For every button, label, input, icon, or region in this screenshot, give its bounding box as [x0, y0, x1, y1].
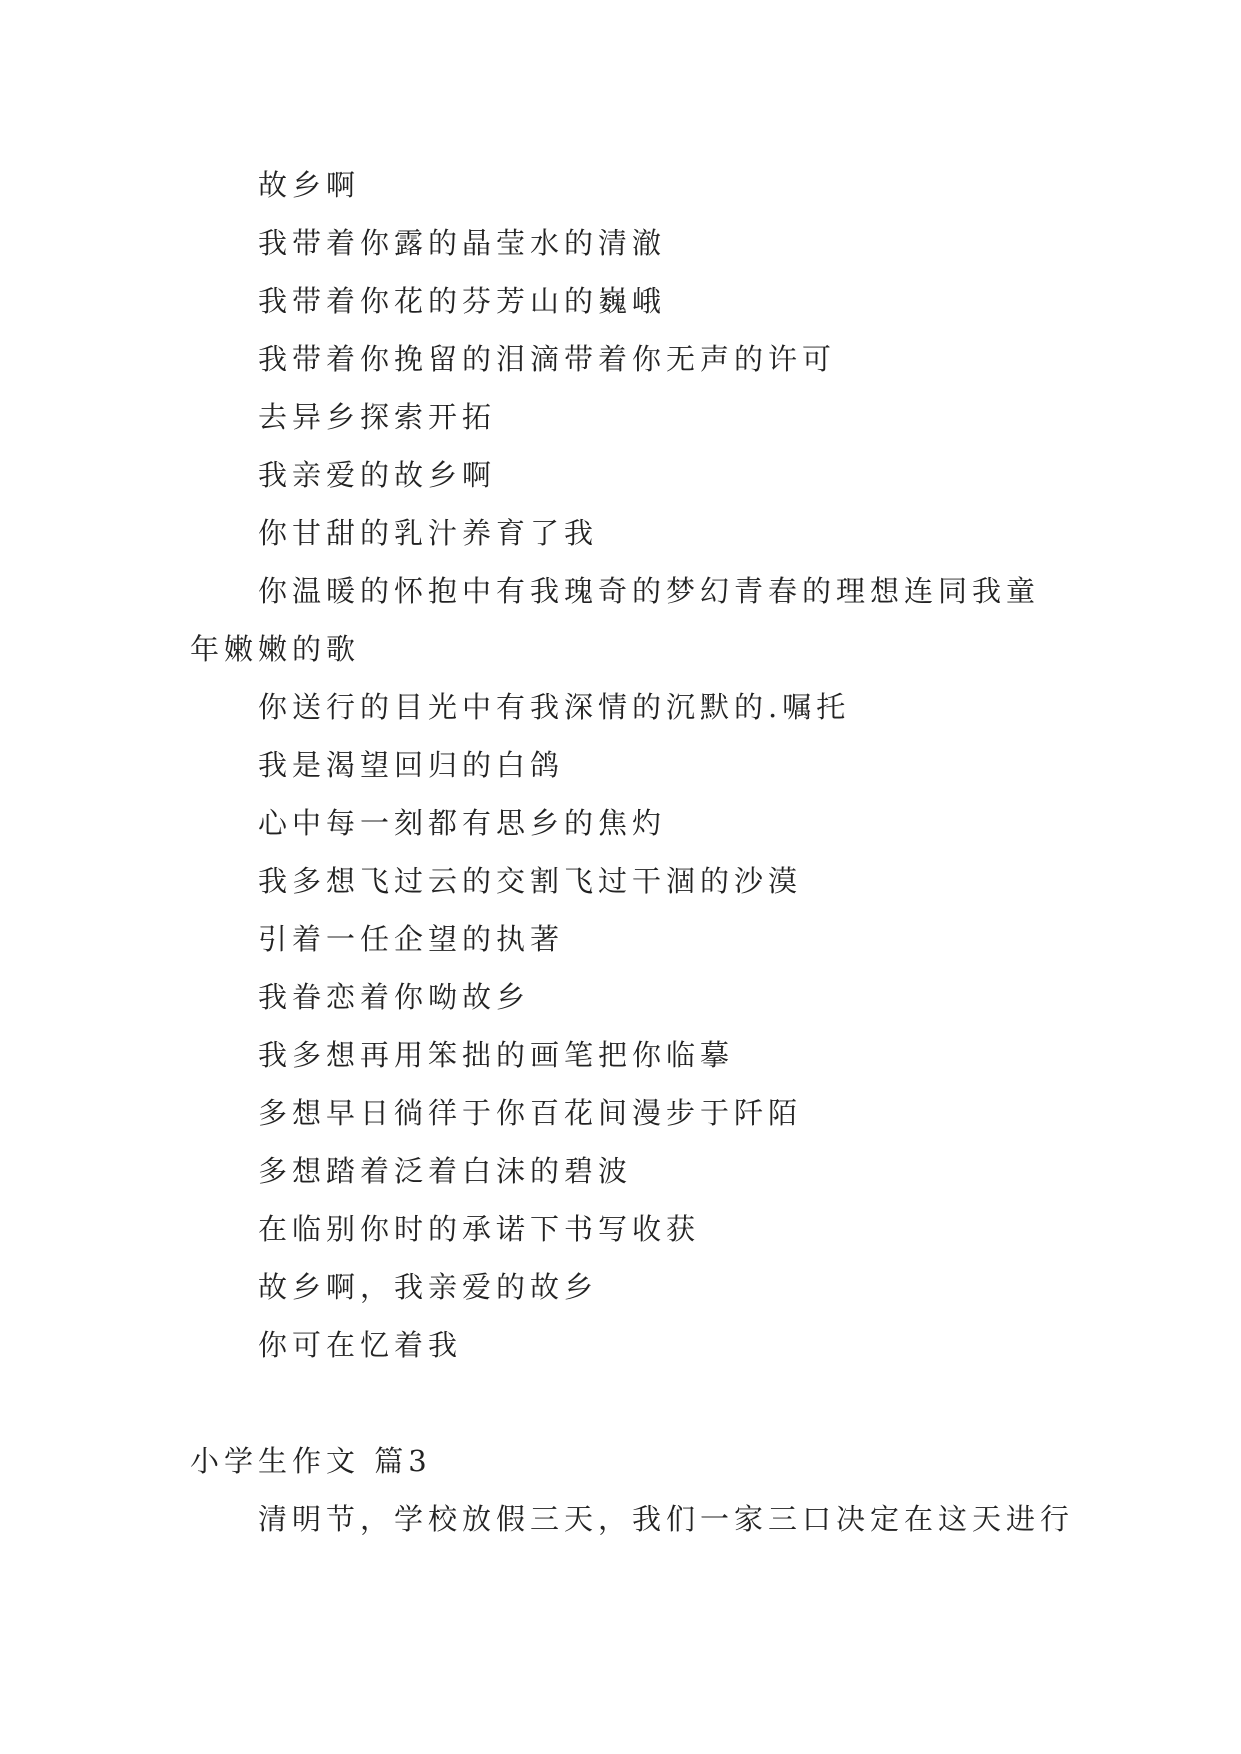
poem-line: 去异乡探索开拓 — [258, 400, 497, 434]
document-body — [190, 156, 1075, 1548]
poem-line: 我带着你露的晶莹水的清澈 — [258, 226, 667, 260]
poem-line: 心中每一刻都有思乡的焦灼 — [258, 806, 667, 840]
poem-line: 引着一任企望的执著 — [258, 922, 565, 956]
poem-line: 多想踏着泛着白沫的碧波 — [258, 1154, 633, 1188]
section-spacer — [190, 1374, 1060, 1432]
poem-line: 我带着你挽留的泪滴带着你无声的许可 — [258, 342, 837, 376]
poem-line: 你送行的目光中有我深情的沉默的.嘱托 — [258, 690, 851, 724]
poem-line: 我多想飞过云的交割飞过干涸的沙漠 — [258, 864, 803, 898]
poem-line: 你甘甜的乳汁养育了我 — [258, 516, 599, 550]
section-heading: 小学生作文 篇3 — [190, 1444, 432, 1478]
poem-line: 你可在忆着我 — [258, 1328, 463, 1362]
poem-line: 在临别你时的承诺下书写收获 — [258, 1212, 701, 1246]
poem-line: 你温暖的怀抱中有我瑰奇的梦幻青春的理想连同我童年嫩嫩的歌 — [190, 574, 1041, 666]
poem-line: 我亲爱的故乡啊 — [258, 458, 497, 492]
body-paragraph: 清明节，学校放假三天，我们一家三口决定在这天进行 — [258, 1502, 1075, 1536]
poem-line: 我是渴望回归的白鸽 — [258, 748, 565, 782]
poem-line: 我眷恋着你呦故乡 — [258, 980, 531, 1014]
poem-line: 多想早日徜徉于你百花间漫步于阡陌 — [258, 1096, 803, 1130]
poem-line: 故乡啊，我亲爱的故乡 — [258, 1270, 599, 1304]
poem-line: 我带着你花的芬芳山的巍峨 — [258, 284, 667, 318]
poem-line: 故乡啊 — [258, 168, 361, 202]
poem-line: 我多想再用笨拙的画笔把你临摹 — [258, 1038, 735, 1072]
